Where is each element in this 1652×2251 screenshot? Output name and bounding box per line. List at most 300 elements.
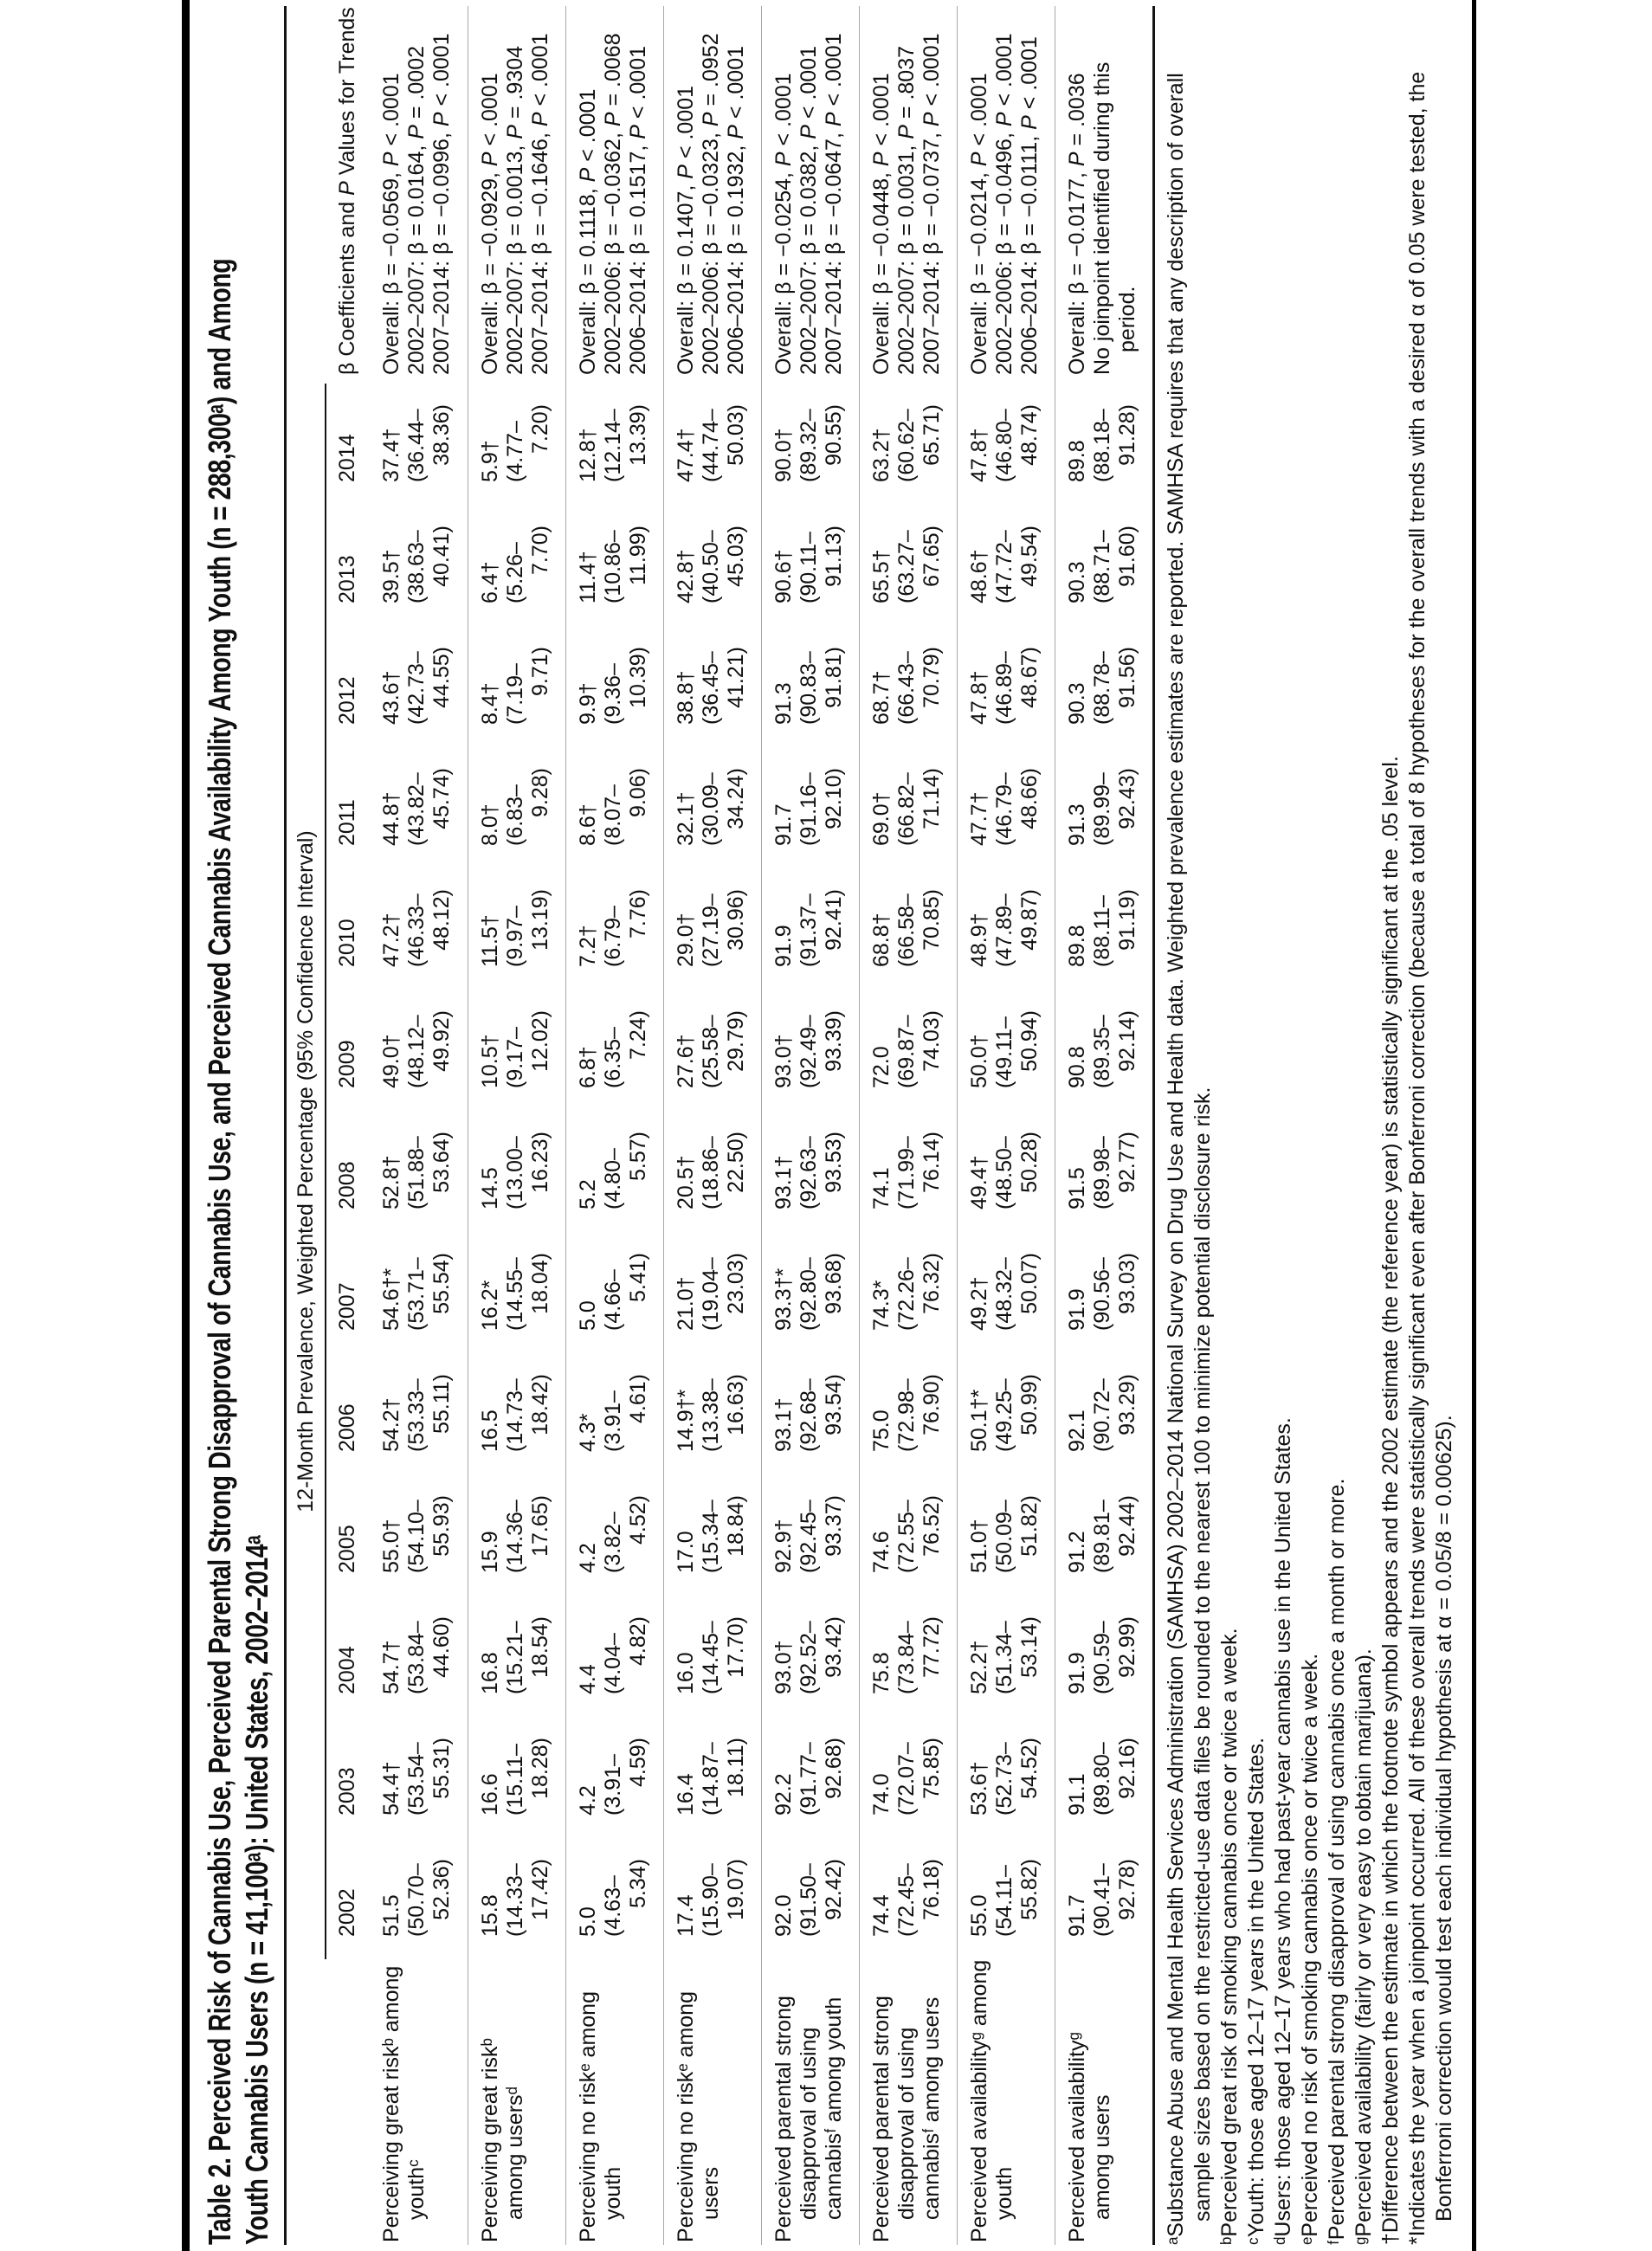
cell-ci-lower: (52.73– <box>992 1742 1016 1816</box>
cell-ci-lower: (4.77– <box>503 421 527 482</box>
data-cell <box>1055 1717 1152 1838</box>
data-cell <box>663 747 761 868</box>
cell-ci-lower: (91.50– <box>797 1863 821 1937</box>
data-cell <box>859 868 957 990</box>
cell-ci-lower: (90.59– <box>1090 1621 1114 1694</box>
cell-value: 15.8 <box>478 1894 502 1937</box>
cell-ci-upper: 76.90) <box>920 1374 944 1435</box>
cell-value: 16.4 <box>674 1773 698 1816</box>
cell-ci-lower: (46.33– <box>404 893 429 967</box>
cell-value: 11.5† <box>478 914 502 967</box>
cell-value: 91.3 <box>1065 803 1089 846</box>
data-cell <box>761 1353 859 1474</box>
cell-ci-upper: 93.53) <box>822 1132 846 1193</box>
footnote: ᵈUsers: those aged 12–17 years who had past-year cannabis use in the United States. <box>1271 1417 1295 2245</box>
cell-ci-lower: (47.89– <box>992 893 1016 967</box>
cell-ci-upper: 55.31) <box>429 1738 454 1799</box>
data-cell <box>663 505 761 626</box>
cell-ci-lower: (69.87– <box>894 1015 919 1088</box>
cell-ci-upper: 7.70) <box>528 526 552 575</box>
cell-ci-lower: (18.86– <box>699 1136 723 1209</box>
cell-ci-upper: 92.44) <box>1115 1495 1139 1557</box>
table-content <box>201 0 1458 2251</box>
cell-ci-lower: (47.72– <box>992 530 1016 603</box>
cell-ci-lower: (51.88– <box>404 1136 429 1209</box>
data-cell <box>1055 626 1152 747</box>
cell-ci-lower: (44.74– <box>699 409 723 482</box>
cell-ci-lower: (36.44– <box>404 409 429 482</box>
footnote: ᵃSubstance Abuse and Mental Health Services Administration (SAMHSA) 2002–2014 National Survey on Drug Use and Health data. Weighted prevalence estimates are reported. SAMHSA requires that any description of overall sample sizes based on the restricted-use data files be rounded to the nearest 100 to minimize potential disclosure risk. <box>1164 73 1215 2245</box>
cell-ci-upper: 92.41) <box>822 889 846 951</box>
cell-ci-lower: (63.27– <box>894 530 919 603</box>
cell-ci-lower: (43.82– <box>404 772 429 846</box>
cell-value: 72.0 <box>869 1046 894 1088</box>
beta-line: Overall: β = −0.0448, P < .0001 <box>869 73 894 375</box>
cell-value: 91.2 <box>1065 1531 1089 1573</box>
data-cell <box>761 747 859 868</box>
cell-ci-lower: (8.07– <box>601 784 625 846</box>
cell-value: 43.6† <box>379 670 403 725</box>
col-header-year: 2007 <box>335 1282 359 1331</box>
data-cell <box>565 990 663 1111</box>
cell-ci-upper: 17.65) <box>528 1495 552 1557</box>
data-cell <box>957 1111 1055 1232</box>
data-cell <box>761 1596 859 1717</box>
cell-ci-lower: (10.86– <box>601 530 625 603</box>
cell-value: 75.8 <box>869 1652 894 1694</box>
data-cell <box>957 747 1055 868</box>
data-cell <box>468 990 565 1111</box>
beta-line: Overall: β = −0.0254, P < .0001 <box>771 73 796 375</box>
beta-cell <box>859 6 957 384</box>
cell-ci-lower: (6.83– <box>503 784 527 846</box>
cell-ci-upper: 92.77) <box>1115 1132 1139 1193</box>
cell-value: 90.0† <box>771 428 796 482</box>
cell-value: 16.0 <box>674 1652 698 1694</box>
cell-value: 47.7† <box>967 791 991 846</box>
data-cell <box>370 1232 468 1353</box>
cell-ci-lower: (89.35– <box>1090 1015 1114 1088</box>
data-cell <box>1055 1353 1152 1474</box>
cell-value: 91.9 <box>1065 1288 1089 1331</box>
cell-value: 8.0† <box>478 803 502 846</box>
footnote: *Indicates the year when a joinpoint occurred. All of these overall trends were statistically significant even after Bonferroni correction (because a total of 8 hypotheses for the overall trends with a desired α of 0.05 were tested, the Bonferroni correction would test each individual hypothesis at α = 0.05/8 = 0.00625). <box>1405 71 1456 2245</box>
col-header-year: 2010 <box>335 919 359 967</box>
cell-ci-lower: (90.41– <box>1090 1863 1114 1937</box>
data-cell <box>565 1232 663 1353</box>
cell-ci-lower: (66.58– <box>894 893 919 967</box>
data-cell <box>859 747 957 868</box>
row-label <box>468 1959 565 2245</box>
cell-ci-lower: (89.81– <box>1090 1500 1114 1573</box>
cell-value: 12.8† <box>576 428 600 482</box>
cell-value: 14.9†* <box>674 1389 698 1452</box>
cell-ci-lower: (12.14– <box>601 409 625 482</box>
data-cell <box>761 990 859 1111</box>
data-cell <box>565 1717 663 1838</box>
cell-value: 91.3 <box>771 682 796 725</box>
cell-ci-upper: 40.41) <box>429 526 454 587</box>
cell-value: 44.8† <box>379 791 403 846</box>
cell-ci-upper: 16.23) <box>528 1132 552 1193</box>
data-cell <box>1055 1232 1152 1353</box>
data-cell <box>663 1596 761 1717</box>
cell-ci-lower: (4.80– <box>601 1148 625 1209</box>
cell-value: 93.1† <box>771 1155 796 1209</box>
data-cell <box>565 1353 663 1474</box>
cell-ci-lower: (92.45– <box>797 1500 821 1573</box>
cell-ci-upper: 4.59) <box>626 1738 650 1787</box>
cell-value: 11.4† <box>576 551 600 603</box>
cell-value: 69.0† <box>869 791 894 846</box>
row-label-line: disapproval of using <box>797 2027 821 2220</box>
cell-ci-upper: 44.55) <box>429 647 454 708</box>
row-label <box>370 1959 468 2245</box>
data-cell <box>663 868 761 990</box>
cell-ci-upper: 91.60) <box>1115 526 1139 587</box>
cell-ci-lower: (36.45– <box>699 651 723 725</box>
cell-ci-lower: (90.83– <box>797 651 821 725</box>
cell-value: 47.4† <box>674 428 698 482</box>
cell-value: 8.4† <box>478 682 502 725</box>
row-label-line: youth <box>992 2166 1016 2220</box>
cell-value: 16.6 <box>478 1773 502 1816</box>
cell-ci-lower: (14.73– <box>503 1378 527 1452</box>
cell-ci-lower: (49.11– <box>992 1016 1016 1088</box>
cell-value: 50.1†* <box>967 1389 991 1452</box>
cell-value: 4.2 <box>576 1543 600 1573</box>
data-cell <box>663 384 761 505</box>
cell-ci-lower: (72.26– <box>894 1257 919 1331</box>
cell-ci-upper: 93.37) <box>822 1495 846 1557</box>
cell-ci-lower: (60.62– <box>894 409 919 482</box>
cell-ci-upper: 75.85) <box>920 1738 944 1799</box>
col-header-year: 2011 <box>335 799 359 846</box>
data-cell <box>957 1717 1055 1838</box>
cell-ci-upper: 91.81) <box>822 647 846 708</box>
col-header-year: 2003 <box>335 1767 359 1816</box>
beta-line: No joinpoint identified during this <box>1090 61 1114 375</box>
cell-ci-lower: (15.21– <box>503 1621 527 1694</box>
row-label-line: Perceived parental strong <box>869 1996 894 2242</box>
cell-ci-upper: 93.29) <box>1115 1374 1139 1435</box>
data-cell <box>370 1596 468 1717</box>
year-row-spacer <box>326 1959 370 2245</box>
beta-cell <box>761 6 859 384</box>
cell-ci-lower: (90.56– <box>1090 1257 1114 1331</box>
cell-value: 4.3* <box>576 1413 600 1452</box>
cell-ci-upper: 38.36) <box>429 404 454 466</box>
data-cell <box>468 1232 565 1353</box>
cell-value: 49.0† <box>379 1034 403 1088</box>
table-title <box>201 6 275 2245</box>
cell-ci-upper: 17.70) <box>724 1616 748 1678</box>
beta-line: 2006–2014: β = 0.1932, P < .0001 <box>724 45 748 375</box>
cell-ci-lower: (38.63– <box>404 530 429 603</box>
cell-value: 54.7† <box>379 1640 403 1694</box>
cell-ci-upper: 48.74) <box>1017 404 1042 466</box>
cell-ci-upper: 54.52) <box>1017 1738 1042 1799</box>
cell-ci-lower: (88.78– <box>1090 651 1114 725</box>
cell-ci-lower: (27.19– <box>699 893 723 967</box>
cell-ci-upper: 52.36) <box>429 1859 454 1920</box>
data-cell <box>663 1474 761 1596</box>
cell-value: 17.0 <box>674 1531 698 1573</box>
cell-value: 53.6† <box>967 1761 991 1816</box>
cell-value: 37.4† <box>379 428 403 482</box>
data-cell <box>370 505 468 626</box>
cell-value: 92.1 <box>1065 1409 1089 1452</box>
data-cell <box>957 1232 1055 1353</box>
span-header-right-spacer <box>287 6 326 384</box>
cell-ci-lower: (92.52– <box>797 1621 821 1694</box>
cell-value: 49.4† <box>967 1155 991 1209</box>
data-cell <box>859 505 957 626</box>
cell-ci-upper: 18.11) <box>724 1738 748 1798</box>
cell-ci-upper: 48.67) <box>1017 647 1042 708</box>
beta-line: 2006–2014: β = −0.0111, P < .0001 <box>1017 36 1042 375</box>
beta-line: 2002–2007: β = 0.0031, P = .8037 <box>894 45 919 375</box>
cell-value: 91.5 <box>1065 1167 1089 1209</box>
cell-ci-lower: (7.19– <box>503 663 527 725</box>
cell-ci-upper: 48.66) <box>1017 768 1042 829</box>
cell-ci-upper: 9.71) <box>528 647 552 696</box>
cell-value: 14.5 <box>478 1167 502 1209</box>
cell-ci-upper: 55.11) <box>429 1374 454 1435</box>
top-thick-rule <box>182 0 190 2251</box>
cell-value: 52.2† <box>967 1640 991 1694</box>
cell-ci-lower: (15.90– <box>699 1863 723 1937</box>
cell-ci-lower: (88.71– <box>1090 530 1114 603</box>
row-label-line: Perceiving no riskᵉ among <box>576 1991 600 2242</box>
data-cell <box>761 626 859 747</box>
cell-ci-upper: 55.54) <box>429 1253 454 1314</box>
data-cell <box>468 1353 565 1474</box>
cell-value: 5.9† <box>478 440 502 482</box>
cell-value: 91.9 <box>771 925 796 967</box>
cell-value: 47.8† <box>967 670 991 725</box>
cell-ci-lower: (9.36– <box>601 663 625 725</box>
data-cell <box>1055 384 1152 505</box>
cell-ci-upper: 4.52) <box>626 1495 650 1545</box>
cell-ci-upper: 67.65) <box>920 526 944 587</box>
row-label <box>1055 1959 1152 2245</box>
cell-ci-lower: (15.34– <box>699 1500 723 1573</box>
row-label <box>859 1959 957 2245</box>
cell-ci-lower: (92.49– <box>797 1015 821 1088</box>
cell-ci-lower: (30.09– <box>699 772 723 846</box>
beta-line: period. <box>1115 286 1139 352</box>
cell-value: 16.2* <box>478 1280 502 1331</box>
cell-ci-upper: 53.64) <box>429 1132 454 1193</box>
beta-line: Overall: β = −0.0569, P < .0001 <box>379 73 403 375</box>
data-cell <box>761 1232 859 1353</box>
cell-value: 68.7† <box>869 670 894 725</box>
beta-line: Overall: β = −0.0929, P < .0001 <box>478 73 502 375</box>
cell-ci-lower: (14.55– <box>503 1257 527 1331</box>
cell-ci-upper: 5.34) <box>626 1859 650 1908</box>
cell-ci-upper: 50.03) <box>724 404 748 466</box>
beta-line: Overall: β = −0.0177, P = .0036 <box>1065 73 1089 375</box>
cell-value: 91.7 <box>771 803 796 846</box>
cell-ci-upper: 49.87) <box>1017 889 1042 951</box>
cell-ci-upper: 93.68) <box>822 1253 846 1314</box>
cell-ci-upper: 50.99) <box>1017 1374 1042 1435</box>
cell-ci-lower: (72.98– <box>894 1378 919 1452</box>
beta-line: 2002–2006: β = −0.0323, P = .0952 <box>699 33 723 375</box>
cell-value: 48.6† <box>967 549 991 603</box>
cell-ci-lower: (53.71– <box>404 1257 429 1331</box>
col-header-year: 2006 <box>335 1403 359 1452</box>
cell-value: 54.2† <box>379 1397 403 1452</box>
cell-value: 50.0† <box>967 1034 991 1088</box>
cell-ci-lower: (92.80– <box>797 1257 821 1331</box>
beta-line: 2007–2014: β = −0.0647, P < .0001 <box>822 33 846 375</box>
row-label <box>957 1959 1055 2245</box>
cell-ci-upper: 45.74) <box>429 768 454 829</box>
data-cell <box>957 1596 1055 1717</box>
cell-value: 17.4 <box>674 1894 698 1937</box>
cell-ci-lower: (42.73– <box>404 651 429 725</box>
cell-ci-upper: 30.96) <box>724 889 748 951</box>
cell-ci-lower: (14.87– <box>699 1742 723 1816</box>
data-cell <box>859 1596 957 1717</box>
data-cell <box>859 1232 957 1353</box>
col-header-year: 2009 <box>335 1040 359 1088</box>
data-cell <box>565 1474 663 1596</box>
cell-ci-lower: (91.16– <box>797 772 821 846</box>
cell-ci-upper: 65.71) <box>920 404 944 466</box>
data-cell <box>370 747 468 868</box>
cell-value: 8.6† <box>576 803 600 846</box>
data-cell <box>565 1596 663 1717</box>
data-cell <box>663 1838 761 1959</box>
cell-ci-upper: 4.82) <box>626 1616 650 1666</box>
data-cell <box>761 1474 859 1596</box>
cell-ci-lower: (89.98– <box>1090 1136 1114 1209</box>
cell-value: 5.2 <box>576 1179 600 1209</box>
data-cell <box>370 626 468 747</box>
cell-value: 9.9† <box>576 682 600 725</box>
cell-value: 93.0† <box>771 1034 796 1088</box>
cell-ci-upper: 17.42) <box>528 1859 552 1920</box>
beta-line: 2002–2007: β = 0.0382, P < .0001 <box>797 45 821 375</box>
row-label <box>761 1959 859 2245</box>
data-cell <box>1055 1596 1152 1717</box>
cell-ci-lower: (72.55– <box>894 1500 919 1573</box>
cell-ci-lower: (3.82– <box>601 1512 625 1573</box>
cell-ci-lower: (53.33– <box>404 1378 429 1452</box>
table-title-line1: Table 2. Perceived Risk of Cannabis Use, Perceived Parental Strong Disapproval of Cannabis Use, and Perceived Cannabis Availability Among Youth (n = 288,300ᵃ) and Among <box>202 258 237 2245</box>
cell-ci-lower: (92.63– <box>797 1136 821 1209</box>
cell-ci-upper: 70.85) <box>920 889 944 951</box>
beta-line: 2007–2014: β = −0.1646, P < .0001 <box>528 33 552 375</box>
beta-cell <box>663 6 761 384</box>
col-header-year: 2013 <box>335 555 359 603</box>
data-cell <box>859 1474 957 1596</box>
cell-ci-lower: (49.25– <box>992 1378 1016 1452</box>
footnote: ᶜYouth: those aged 12–17 years in the United States. <box>1244 1737 1268 2245</box>
cell-value: 39.5† <box>379 549 403 603</box>
row-label-line: Perceiving great riskᵇ among <box>379 1965 403 2242</box>
cell-value: 63.2† <box>869 428 894 482</box>
cell-value: 4.4 <box>576 1664 600 1694</box>
cell-ci-upper: 48.12) <box>429 889 454 951</box>
cell-ci-upper: 4.61) <box>626 1374 650 1423</box>
cell-ci-lower: (53.54– <box>404 1742 429 1816</box>
cell-ci-lower: (66.43– <box>894 651 919 725</box>
row-label-line: among users <box>1090 2094 1114 2220</box>
data-cell <box>565 384 663 505</box>
row-label-line: youth <box>601 2166 625 2220</box>
data-cell <box>370 1353 468 1474</box>
cell-value: 93.3†* <box>771 1267 796 1331</box>
cell-ci-upper: 92.43) <box>1115 768 1139 829</box>
cell-ci-lower: (3.91– <box>601 1390 625 1452</box>
cell-value: 51.0† <box>967 1519 991 1573</box>
data-cell <box>761 868 859 990</box>
cell-ci-upper: 93.39) <box>822 1010 846 1072</box>
beta-cell <box>565 6 663 384</box>
data-cell <box>663 626 761 747</box>
col-header-year: 2012 <box>335 676 359 725</box>
cell-ci-lower: (48.32– <box>992 1257 1016 1331</box>
cell-value: 42.8† <box>674 549 698 603</box>
cell-value: 51.5 <box>379 1894 403 1937</box>
data-cell <box>859 626 957 747</box>
cell-value: 54.4† <box>379 1761 403 1816</box>
cell-ci-upper: 91.19) <box>1115 889 1139 951</box>
beta-cell <box>1055 6 1152 384</box>
cell-value: 52.8† <box>379 1155 403 1209</box>
data-cell <box>957 626 1055 747</box>
cell-ci-upper: 9.06) <box>626 768 650 817</box>
cell-ci-upper: 92.16) <box>1115 1738 1139 1799</box>
data-cell <box>468 868 565 990</box>
cell-ci-lower: (89.80– <box>1090 1742 1114 1816</box>
data-cell <box>468 1838 565 1959</box>
cell-ci-upper: 50.94) <box>1017 1010 1042 1072</box>
cell-ci-upper: 5.57) <box>626 1132 650 1181</box>
data-cell <box>370 868 468 990</box>
cell-ci-lower: (13.00– <box>503 1136 527 1209</box>
footnote: †Difference between the estimate in which the footnote symbol appears and the 2002 estimate (the reference year) is statistically significant at the .05 level. <box>1378 756 1403 2245</box>
data-cell <box>761 1717 859 1838</box>
col-header-year: 2014 <box>335 434 359 482</box>
data-cell <box>468 505 565 626</box>
cell-value: 74.0 <box>869 1773 894 1816</box>
cell-ci-upper: 51.82) <box>1017 1495 1042 1557</box>
data-cell <box>663 990 761 1111</box>
data-cell <box>370 1838 468 1959</box>
cell-ci-upper: 77.72) <box>920 1616 944 1678</box>
data-cell <box>859 384 957 505</box>
cell-ci-upper: 90.55) <box>822 404 846 466</box>
cell-ci-upper: 18.84) <box>724 1495 748 1557</box>
data-cell <box>468 384 565 505</box>
footnote: ᵍPerceived availability (fairly or very easy to obtain marijuana). <box>1352 1648 1376 2245</box>
cell-value: 68.8† <box>869 913 894 967</box>
data-cell <box>468 626 565 747</box>
row-label-line: Perceiving no riskᵉ among <box>674 1991 698 2242</box>
data-cell <box>859 1717 957 1838</box>
data-cell <box>957 1838 1055 1959</box>
cell-value: 5.0 <box>576 1906 600 1937</box>
data-cell <box>468 1111 565 1232</box>
cell-ci-upper: 93.54) <box>822 1374 846 1435</box>
row-label-line: Perceived availabilityᵍ among <box>967 1959 991 2242</box>
row-label-line: disapproval of using <box>894 2027 919 2220</box>
